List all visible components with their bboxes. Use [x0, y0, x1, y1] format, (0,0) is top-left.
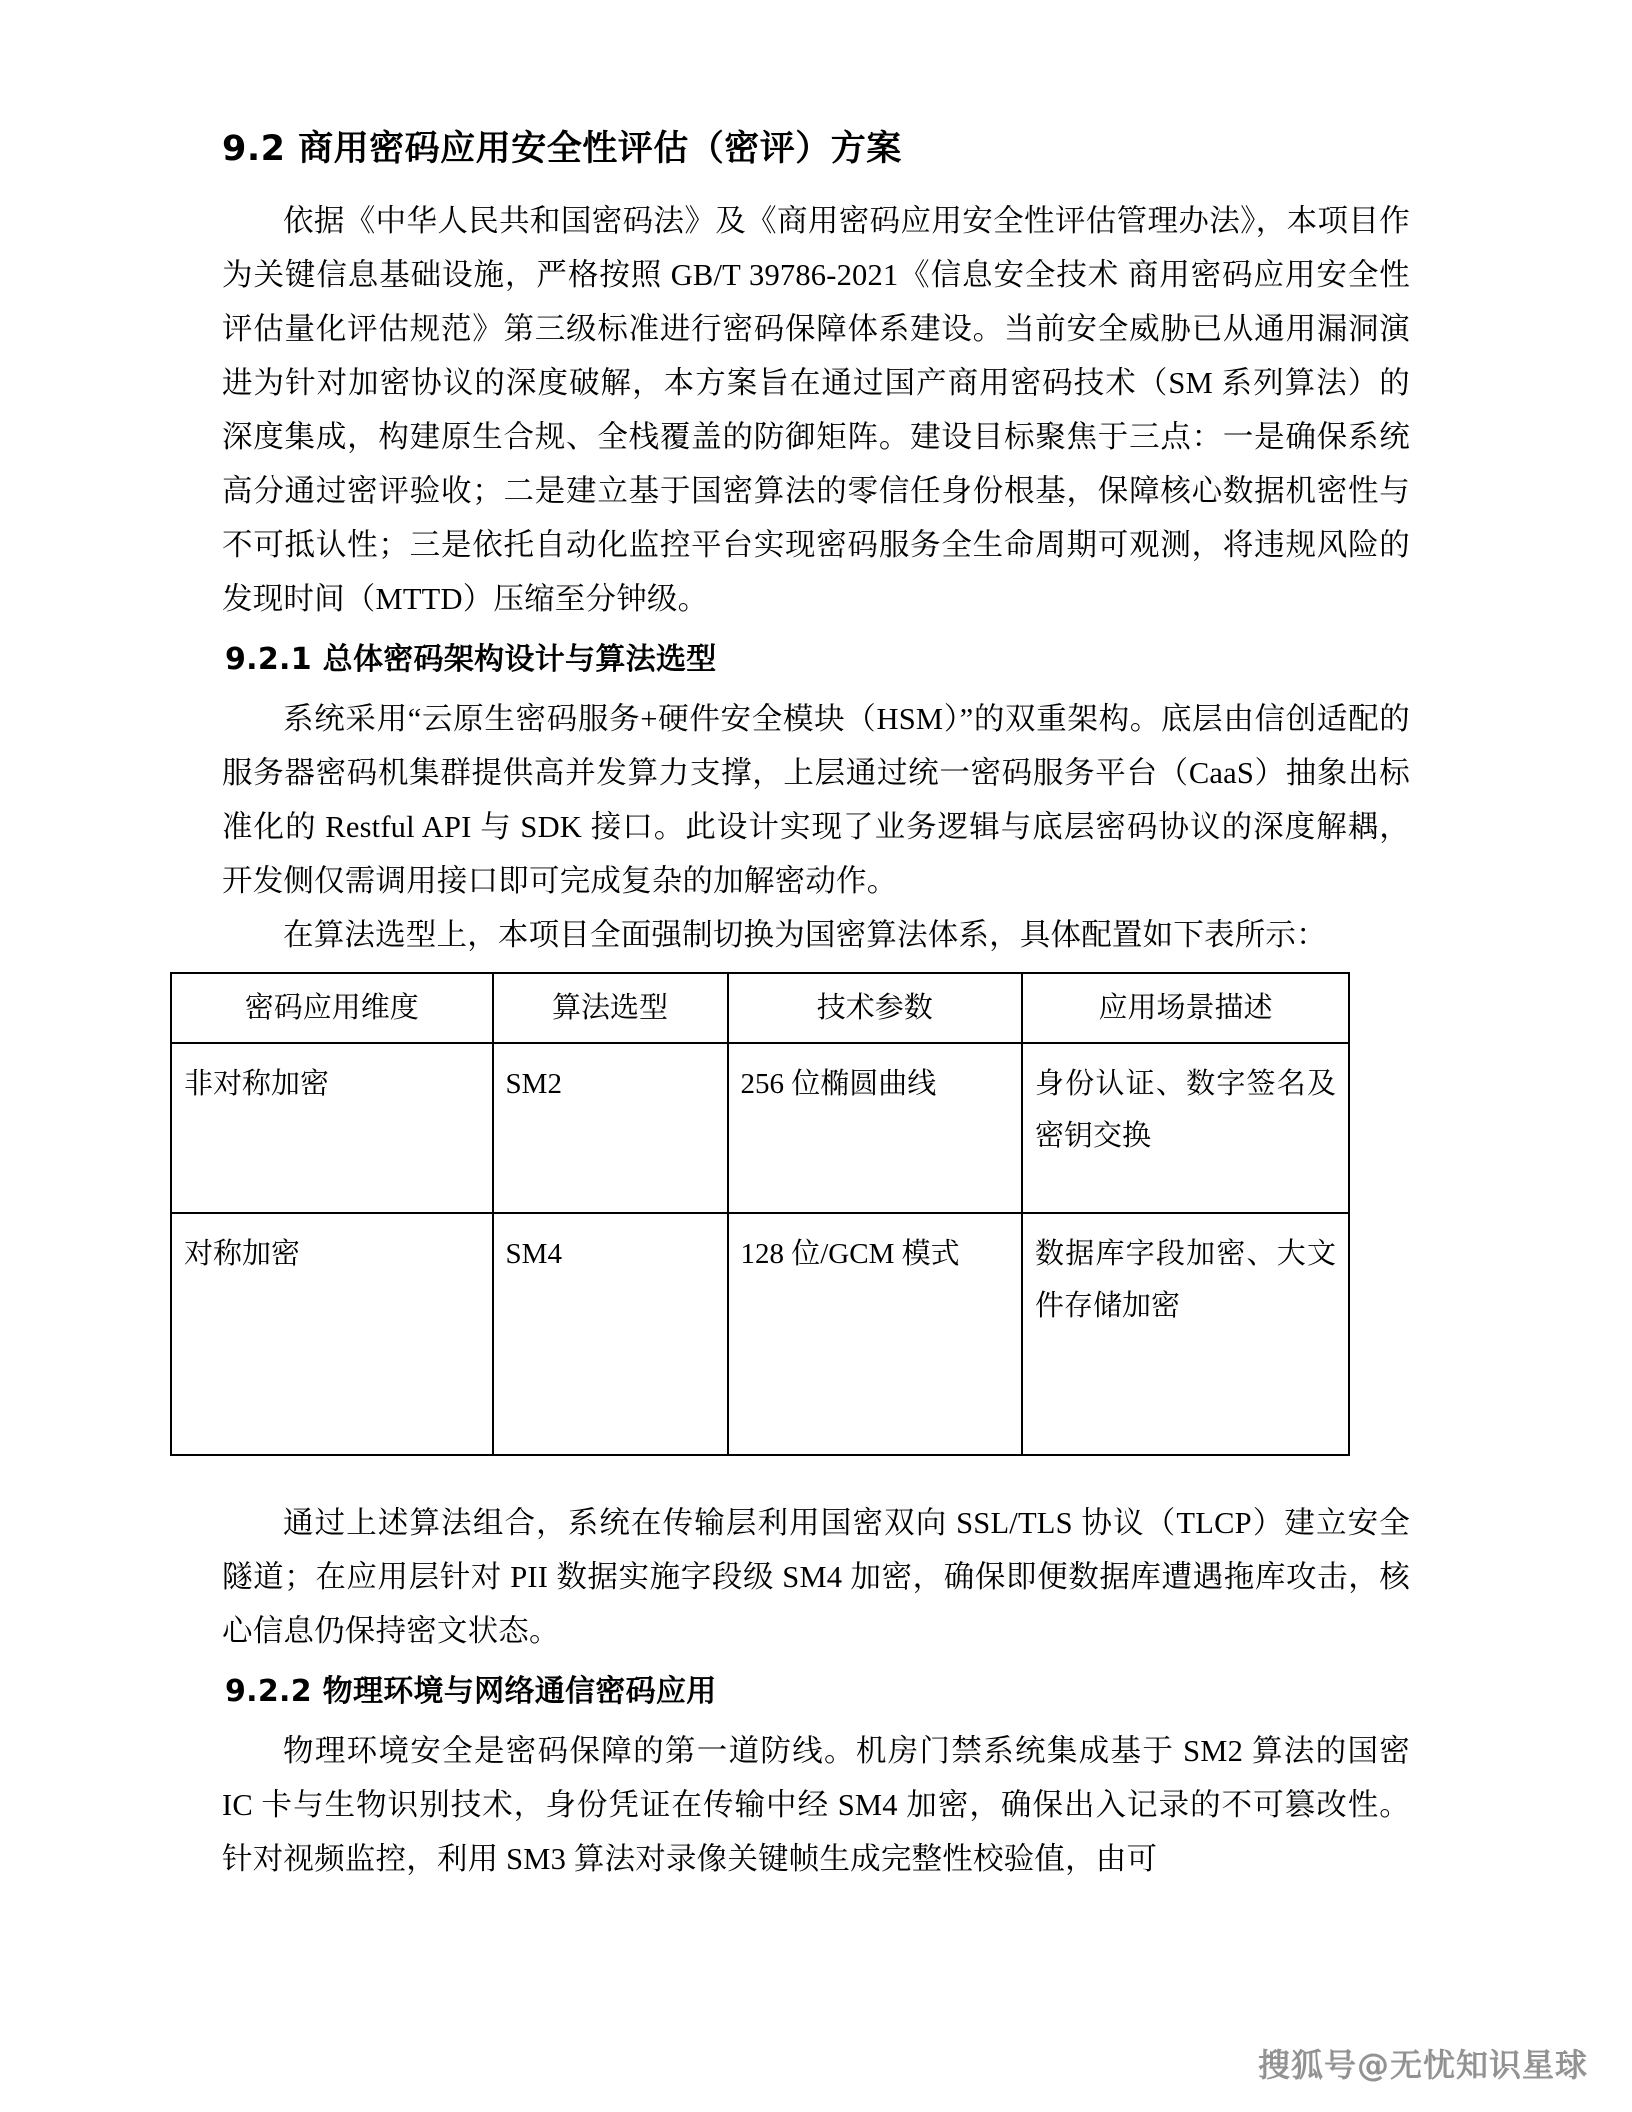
table-header-cell-parameters: 技术参数 [728, 973, 1023, 1043]
table-cell-dimension: 对称加密 [171, 1213, 493, 1455]
table-cell-algorithm: SM4 [493, 1213, 728, 1455]
subsection-1-paragraph-3: 通过上述算法组合，系统在传输层利用国密双向 SSL/TLS 协议（TLCP）建立安全隧道；在应用层针对 PII 数据实施字段级 SM4 加密，确保即便数据库遭遇拖库攻击，核心信息仍保持密文状态。 [222, 1506, 1410, 1648]
table-cell-scenario: 身份认证、数字签名及密钥交换 [1022, 1043, 1349, 1213]
table-header-cell-scenario: 应用场景描述 [1022, 973, 1349, 1043]
section-title: 9.2 商用密码应用安全性评估（密评）方案 [222, 129, 902, 169]
table-cell-parameters: 128 位/GCM 模式 [728, 1213, 1023, 1455]
table-top-spacer [222, 962, 1410, 972]
table-header-cell-algorithm: 算法选型 [493, 973, 728, 1043]
algorithm-selection-table [170, 972, 1350, 1456]
table-row [171, 1213, 1349, 1455]
table-head [171, 973, 1349, 1043]
table-cell-scenario: 数据库字段加密、大文件存储加密 [1022, 1213, 1349, 1455]
subsection-2-paragraph-1: 物理环境安全是密码保障的第一道防线。机房门禁系统集成基于 SM2 算法的国密 IC 卡与生物识别技术，身份凭证在传输中经 SM4 加密，确保出入记录的不可篡改性。针对视频监控，利用 SM3 算法对录像关键帧生成完整性校验值，由可 [222, 1734, 1410, 1876]
page-content [184, 0, 1410, 1886]
watermark-label: 搜狐号@无忧知识星球 [1257, 2046, 1588, 2084]
table-row [171, 1043, 1349, 1213]
subsection-1-heading-wrapper [222, 626, 1410, 692]
section-title-wrapper [222, 0, 1410, 194]
subsection-1-paragraph-1: 系统采用“云原生密码服务+硬件安全模块（HSM）”的双重架构。底层由信创适配的服务器密码机集群提供高并发算力支撑，上层通过统一密码服务平台（CaaS）抽象出标准化的 Restful API 与 SDK 接口。此设计实现了业务逻辑与底层密码协议的深度解耦，开发侧仅需调用接口即可完成复杂的加解密动作。 [222, 702, 1410, 898]
intro-paragraph: 依据《中华人民共和国密码法》及《商用密码应用安全性评估管理办法》，本项目作为关键信息基础设施，严格按照 GB/T 39786-2021《信息安全技术 商用密码应用安全性评估量化评估规范》第三级标准进行密码保障体系建设。当前安全威胁已从通用漏洞演进为针对加密协议的深度破解，本方案旨在通过国产商用密码技术（SM 系列算法）的深度集成，构建原生合规、全栈覆盖的防御矩阵。建设目标聚焦于三点：一是确保系统高分通过密评验收；二是建立基于国密算法的零信任身份根基，保障核心数据机密性与不可抵认性；三是依托自动化监控平台实现密码服务全生命周期可观测，将违规风险的发现时间（MTTD）压缩至分钟级。 [222, 204, 1410, 616]
table-cell-parameters: 256 位椭圆曲线 [728, 1043, 1023, 1213]
table-bottom-spacer [222, 1456, 1410, 1496]
subsection-2-heading-wrapper [222, 1658, 1410, 1724]
table-header-cell-dimension: 密码应用维度 [171, 973, 493, 1043]
table-body [171, 1043, 1349, 1455]
subsection-1-heading: 9.2.1 总体密码架构设计与算法选型 [225, 642, 717, 677]
table-cell-algorithm: SM2 [493, 1043, 728, 1213]
table-cell-dimension: 非对称加密 [171, 1043, 493, 1213]
subsection-1-paragraph-2: 在算法选型上，本项目全面强制切换为国密算法体系，具体配置如下表所示： [283, 918, 1327, 952]
subsection-2-heading: 9.2.2 物理环境与网络通信密码应用 [225, 1674, 717, 1709]
table-header-row [171, 973, 1349, 1043]
